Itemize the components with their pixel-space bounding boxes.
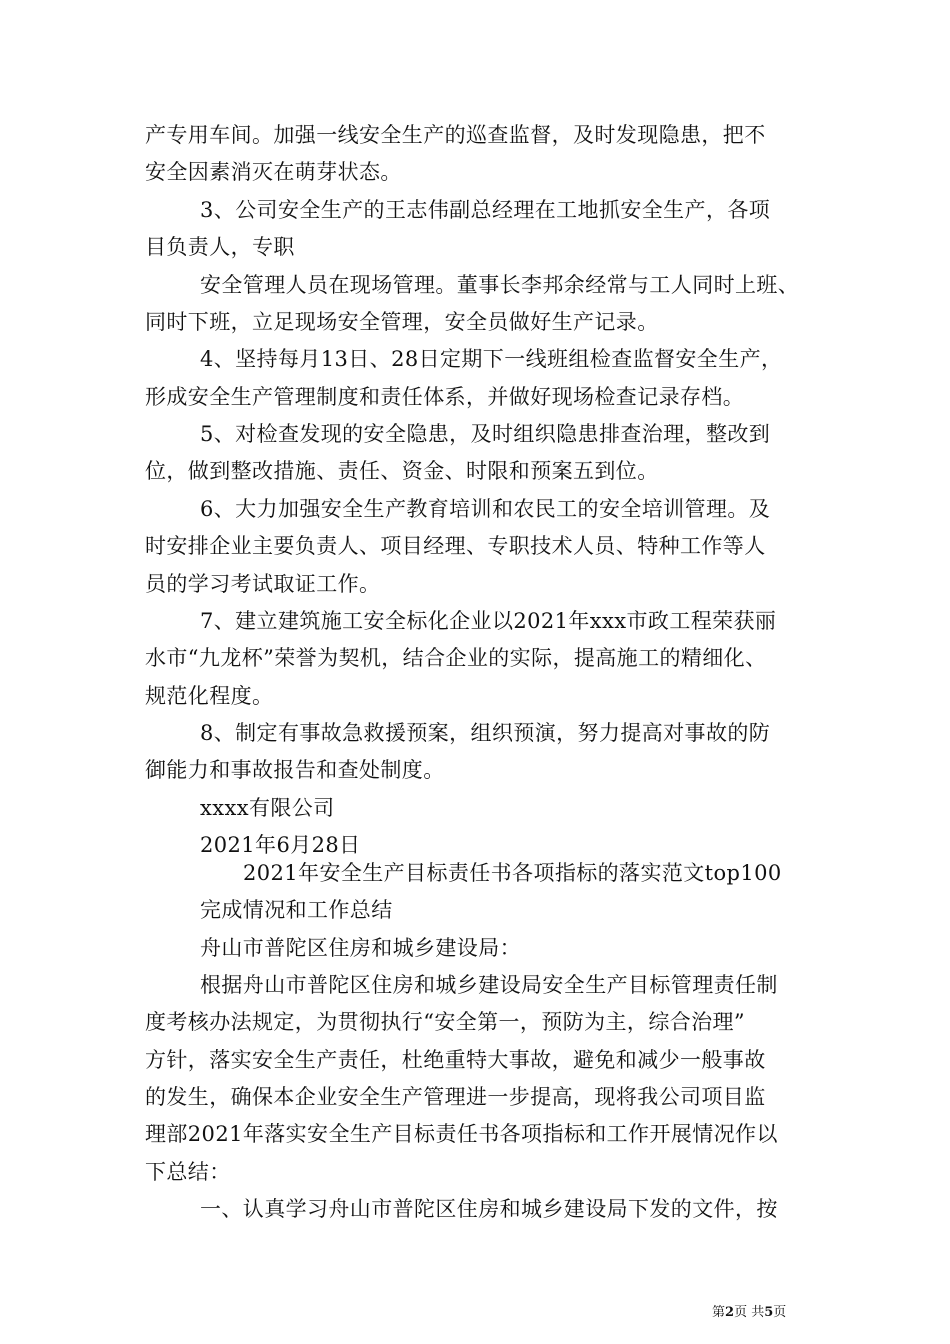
footer-suffix: 页 xyxy=(773,1305,787,1320)
body-text-line: 7、建立建筑施工安全标化企业以2021年xxx市政工程荣获丽 xyxy=(200,609,777,633)
body-text-line: 同时下班，立足现场安全管理，安全员做好生产记录。 xyxy=(145,310,659,334)
body-text-line: 理部2021年落实安全生产目标责任书各项指标和工作开展情况作以 xyxy=(145,1122,778,1146)
body-text-line: 一、认真学习舟山市普陀区住房和城乡建设局下发的文件，按 xyxy=(200,1197,778,1221)
body-text-line: 度考核办法规定，为贯彻执行“安全第一，预防为主，综合治理” xyxy=(145,1010,746,1034)
body-text-line: 安全因素消灭在萌芽状态。 xyxy=(145,160,402,184)
body-text-line: 形成安全生产管理制度和责任体系，并做好现场检查记录存档。 xyxy=(145,385,745,409)
footer-prefix: 第 xyxy=(712,1305,726,1320)
body-text-line: 位，做到整改措施、责任、资金、时限和预案五到位。 xyxy=(145,459,659,483)
current-page-number: 2 xyxy=(725,1305,735,1320)
body-text-line: 目负责人，专职 xyxy=(145,235,295,259)
body-text-line: 员的学习考试取证工作。 xyxy=(145,572,381,596)
body-text-line: 8、制定有事故急救援预案，组织预演，努力提高对事故的防 xyxy=(200,721,771,745)
signature-date: 2021年6月28日 xyxy=(200,833,361,857)
total-pages-number: 5 xyxy=(764,1305,774,1320)
body-text-line: 6、大力加强安全生产教育培训和农民工的安全培训管理。及 xyxy=(200,497,771,521)
body-text-line: 3、公司安全生产的王志伟副总经理在工地抓安全生产，各项 xyxy=(200,198,771,222)
section-title-continued: 完成情况和工作总结 xyxy=(200,898,393,922)
body-text-line: 5、对检查发现的安全隐患，及时组织隐患排查治理，整改到 xyxy=(200,422,771,446)
body-text-line: 产专用车间。加强一线安全生产的巡查监督，及时发现隐患，把不 xyxy=(145,123,766,147)
body-text-line: 安全管理人员在现场管理。董事长李邦余经常与工人同时上班、 xyxy=(200,273,800,297)
body-text-line: 时安排企业主要负责人、项目经理、专职技术人员、特种工作等人 xyxy=(145,534,766,558)
body-text-line: 规范化程度。 xyxy=(145,684,274,708)
section-title: 2021年安全生产目标责任书各项指标的落实范文top100 xyxy=(243,861,782,885)
addressee: 舟山市普陀区住房和城乡建设局： xyxy=(200,936,521,960)
body-text-line: 水市“九龙杯”荣誉为契机，结合企业的实际，提高施工的精细化、 xyxy=(145,646,767,670)
footer-middle: 页 共 xyxy=(734,1305,765,1320)
body-text-line: 的发生，确保本企业安全生产管理进一步提高，现将我公司项目监 xyxy=(145,1085,766,1109)
body-text-line: 根据舟山市普陀区住房和城乡建设局安全生产目标管理责任制 xyxy=(200,973,778,997)
body-text-line: 方针，落实安全生产责任，杜绝重特大事故，避免和减少一般事故 xyxy=(145,1048,766,1072)
body-text-line: 下总结： xyxy=(145,1160,231,1184)
body-text-line: 4、坚持每月13日、28日定期下一线班组检查监督安全生产， xyxy=(200,347,783,371)
company-signature: xxxx有限公司 xyxy=(200,796,335,820)
body-text-line: 御能力和事故报告和查处制度。 xyxy=(145,758,445,782)
page-footer xyxy=(712,1304,786,1322)
